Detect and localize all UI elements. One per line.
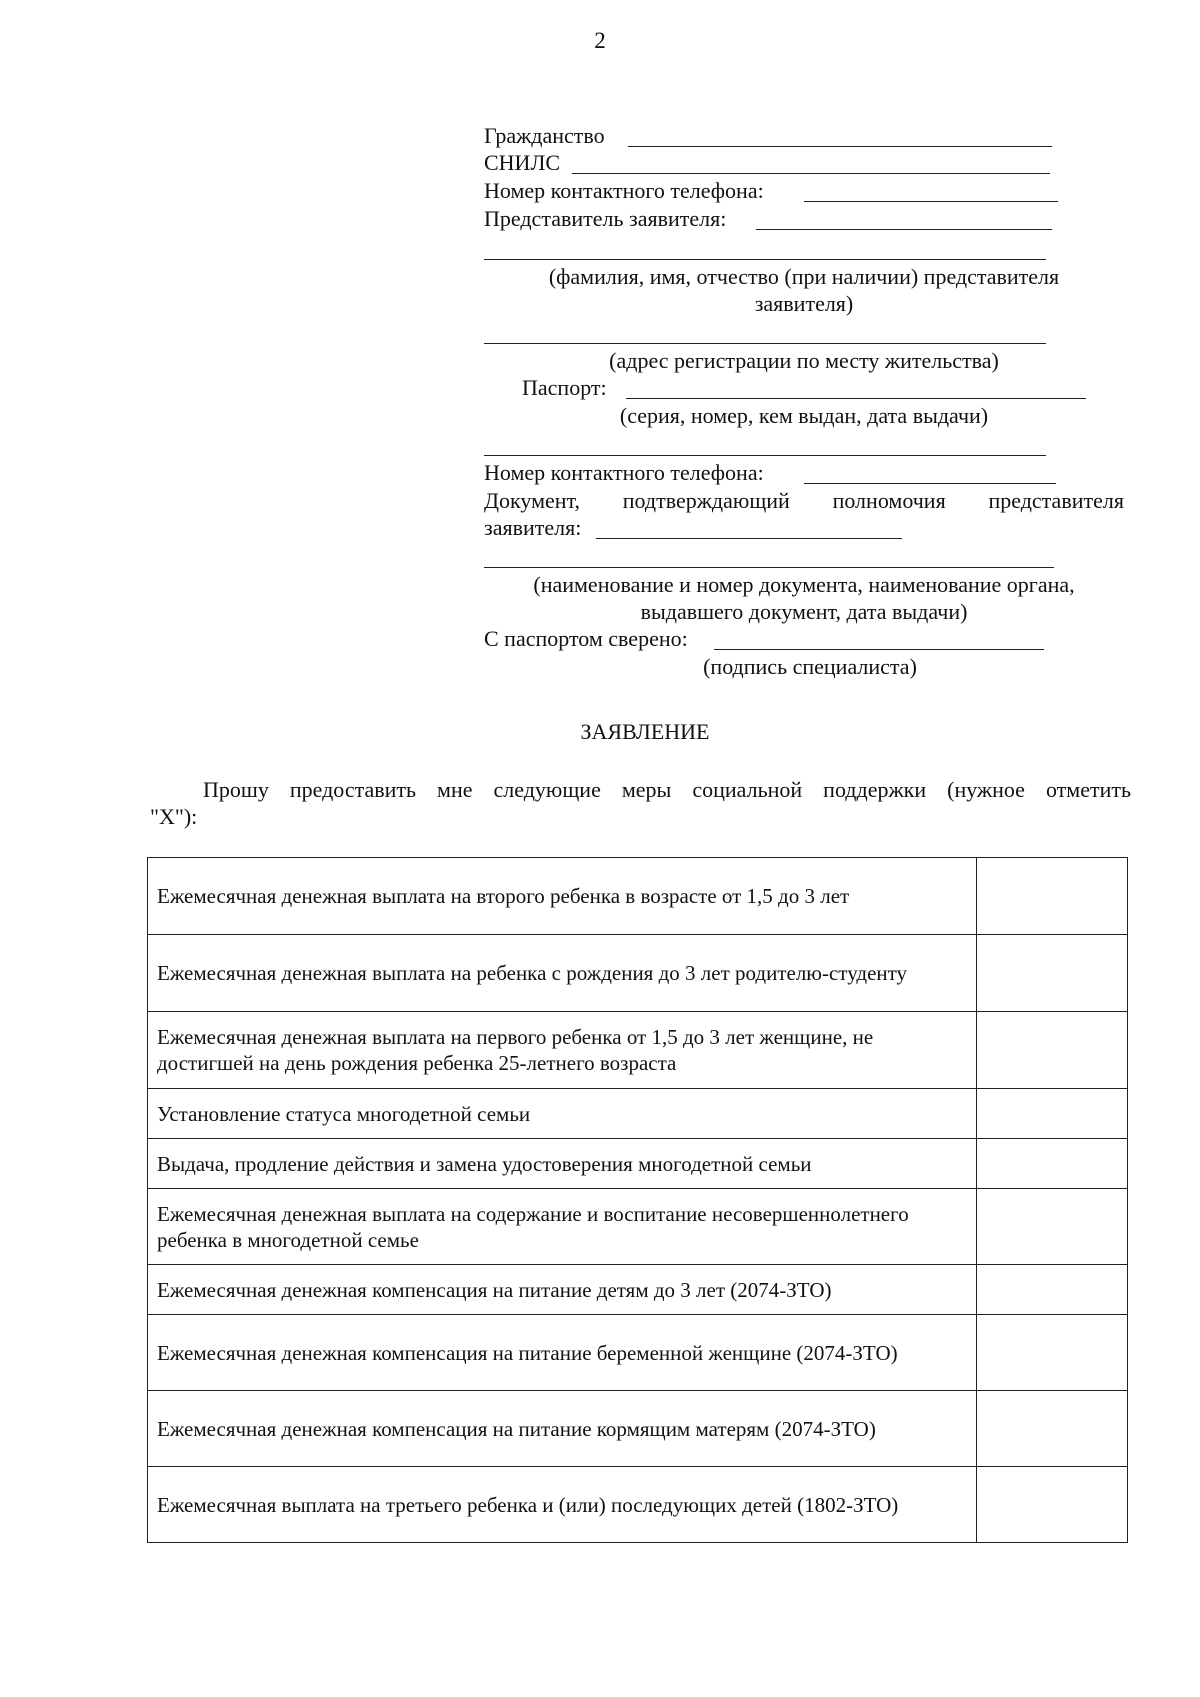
table-row (148, 1089, 1128, 1139)
measure-checkbox-cell[interactable] (977, 1467, 1128, 1543)
table-row (148, 1391, 1128, 1467)
measure-checkbox-cell[interactable] (977, 1012, 1128, 1089)
address-caption: (адрес регистрации по месту жительства) (609, 348, 999, 373)
passport-label: Паспорт: (522, 375, 607, 400)
representative-name-field[interactable] (484, 259, 1046, 260)
statement-intro-line-1: Прошу предоставить мне следующие меры социальной поддержки (нужное отметить (203, 777, 1131, 802)
measure-checkbox-cell[interactable] (977, 935, 1128, 1012)
specialist-signature-field[interactable] (714, 649, 1044, 650)
measure-text: Ежемесячная денежная компенсация на питание детям до 3 лет (2074-ЗТО) (148, 1265, 977, 1315)
representative-field[interactable] (756, 229, 1052, 230)
measure-text: Ежемесячная денежная выплата на первого ребенка от 1,5 до 3 лет женщине, не достигшей на день рождения ребенка 25-летнего возраста (148, 1012, 977, 1089)
phone-field[interactable] (804, 201, 1058, 202)
citizenship-field[interactable] (628, 146, 1052, 147)
table-row (148, 1139, 1128, 1189)
page-number: 2 (594, 28, 606, 53)
snils-label: СНИЛС (484, 150, 561, 175)
measures-table (147, 857, 1128, 1543)
passport-caption: (серия, номер, кем выдан, дата выдачи) (619, 403, 989, 428)
representative-name-caption-2: заявителя) (754, 291, 854, 316)
authority-doc-word: подтверждающий (622, 488, 790, 513)
authority-doc-caption: (наименование и номер документа, наименование органа, (533, 572, 1075, 597)
table-row (148, 1467, 1128, 1543)
representative-phone-label: Номер контактного телефона: (484, 460, 764, 485)
authority-doc-label (484, 490, 1124, 512)
measure-text: Ежемесячная денежная компенсация на питание кормящим матерям (2074-ЗТО) (148, 1391, 977, 1467)
authority-doc-caption-2: выдавшего документ, дата выдачи) (640, 599, 968, 624)
measure-checkbox-cell[interactable] (977, 858, 1128, 935)
measure-text: Ежемесячная денежная выплата на содержание и воспитание несовершеннолетнего ребенка в многодетной семье (148, 1189, 977, 1265)
representative-address-field[interactable] (484, 343, 1046, 344)
passport-field[interactable] (626, 398, 1086, 399)
measure-checkbox-cell[interactable] (977, 1265, 1128, 1315)
statement-intro (203, 779, 1131, 801)
table-row (148, 858, 1128, 935)
measure-checkbox-cell[interactable] (977, 1315, 1128, 1391)
table-row (148, 935, 1128, 1012)
representative-name-caption: (фамилия, имя, отчество (при наличии) представителя (548, 264, 1060, 289)
passport-extra-field[interactable] (484, 455, 1046, 456)
passport-verified-label: С паспортом сверено: (484, 626, 688, 651)
table-row (148, 1265, 1128, 1315)
table-row (148, 1189, 1128, 1265)
measure-text: Ежемесячная денежная выплата на ребенка с рождения до 3 лет родителю-студенту (148, 935, 977, 1012)
citizenship-label: Гражданство (484, 123, 605, 148)
authority-doc-field[interactable] (596, 538, 902, 539)
measure-text: Ежемесячная денежная компенсация на питание беременной женщине (2074-ЗТО) (148, 1315, 977, 1391)
measure-checkbox-cell[interactable] (977, 1139, 1128, 1189)
authority-doc-details-field[interactable] (484, 567, 1054, 568)
measure-checkbox-cell[interactable] (977, 1089, 1128, 1139)
measure-text: Ежемесячная денежная выплата на второго ребенка в возрасте от 1,5 до 3 лет (148, 858, 977, 935)
representative-phone-field[interactable] (804, 483, 1056, 484)
authority-doc-word: Документ, (484, 488, 581, 513)
table-row (148, 1012, 1128, 1089)
measure-text: Выдача, продление действия и замена удостоверения многодетной семьи (148, 1139, 977, 1189)
authority-doc-label-2: заявителя: (484, 515, 582, 540)
measure-checkbox-cell[interactable] (977, 1391, 1128, 1467)
representative-label: Представитель заявителя: (484, 206, 727, 231)
measure-text: Установление статуса многодетной семьи (148, 1089, 977, 1139)
snils-field[interactable] (572, 173, 1050, 174)
measure-text: Ежемесячная выплата на третьего ребенка и (или) последующих детей (1802-ЗТО) (148, 1467, 977, 1543)
table-row (148, 1315, 1128, 1391)
signature-caption: (подпись специалиста) (703, 654, 917, 679)
statement-intro-line-2: "X"): (150, 804, 198, 829)
authority-doc-word: полномочия (832, 488, 946, 513)
statement-title: ЗАЯВЛЕНИЕ (580, 719, 710, 744)
authority-doc-word: представителя (988, 488, 1124, 513)
measure-checkbox-cell[interactable] (977, 1189, 1128, 1265)
phone-label: Номер контактного телефона: (484, 178, 764, 203)
